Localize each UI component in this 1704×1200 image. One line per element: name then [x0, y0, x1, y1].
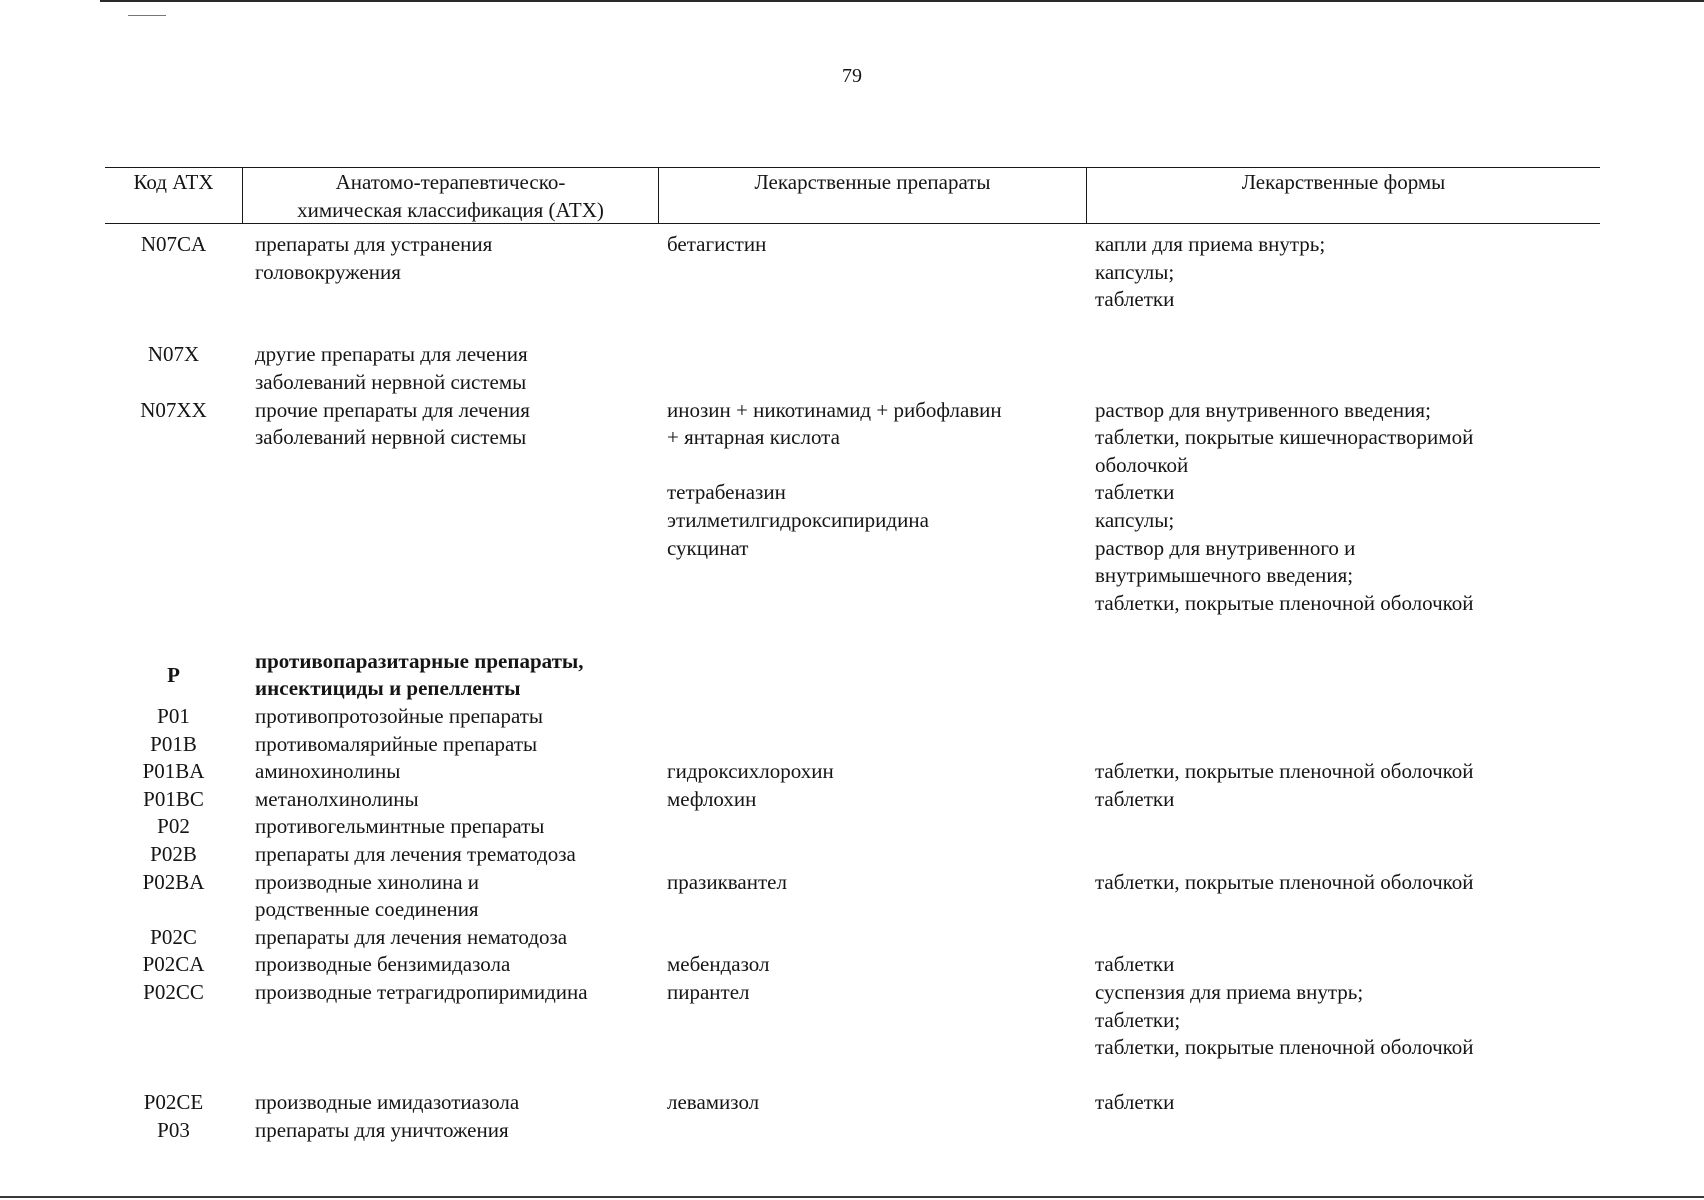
forms-cell-line: таблетки, покрытые кишечнорастворимой — [1095, 425, 1474, 450]
drugs-cell-line: инозин + никотинамид + рибофлавин — [667, 397, 1002, 422]
drugs-cell — [667, 786, 756, 814]
table-body — [105, 224, 1600, 1145]
drugs-cell-line: празиквантел — [667, 869, 787, 894]
drugs-cell-line: сукцинат — [667, 535, 749, 560]
code-cell-line: N07XX — [140, 397, 207, 422]
forms-cell-line: раствор для внутривенного введения; — [1095, 397, 1431, 422]
classification-cell — [255, 869, 479, 924]
forms-cell-line: оболочкой — [1095, 452, 1189, 477]
header-classification — [242, 168, 658, 223]
code-cell-line: N07CA — [140, 232, 207, 256]
code-cell — [105, 841, 242, 869]
code-cell — [105, 758, 242, 786]
classification-cell — [255, 1117, 509, 1145]
code-cell-line: P01BA — [142, 759, 205, 784]
header-forms-label: Лекарственные формы — [1241, 170, 1446, 194]
classification-cell-line: прочие препараты для лечения — [255, 397, 530, 422]
code-cell — [105, 869, 242, 897]
code-cell — [105, 786, 242, 814]
forms-cell-line: капли для приема внутрь; — [1095, 232, 1326, 256]
drugs-cell-line: тетрабеназин — [667, 480, 786, 505]
classification-cell — [255, 924, 567, 952]
classification-cell-line: препараты для уничтожения — [255, 1117, 509, 1142]
forms-cell — [1095, 786, 1174, 814]
code-cell-line: P02C — [150, 924, 197, 949]
header-drugs-label: Лекарственные препараты — [754, 170, 991, 194]
drugs-cell-line: гидроксихлорохин — [667, 759, 834, 784]
code-cell-line: P02BA — [142, 869, 205, 894]
classification-cell-line: метанолхинолины — [255, 786, 419, 811]
classification-cell — [255, 841, 576, 869]
classification-cell — [255, 1089, 519, 1117]
classification-cell — [255, 703, 543, 731]
scan-mark — [128, 15, 166, 16]
drugs-cell-line: бетагистин — [667, 232, 767, 256]
classification-cell-line: препараты для лечения нематодоза — [255, 924, 568, 949]
drugs-cell-line: мебендазол — [667, 952, 770, 977]
forms-cell-line: таблетки, покрытые пленочной оболочкой — [1095, 1035, 1474, 1060]
classification-cell — [255, 951, 510, 979]
code-cell-line: P02B — [150, 841, 197, 866]
forms-cell — [1095, 951, 1174, 979]
drugs-cell — [667, 979, 750, 1007]
header-code-label: Код АТХ — [133, 170, 214, 194]
code-cell-line: P02CC — [143, 979, 204, 1004]
code-cell — [105, 662, 242, 690]
code-cell-line: P02CA — [142, 952, 205, 977]
code-cell — [105, 813, 242, 841]
header-drugs — [658, 168, 1086, 223]
classification-cell-line: аминохинолины — [255, 759, 401, 784]
drugs-cell — [667, 507, 929, 562]
table-header — [105, 167, 1600, 224]
forms-cell-line: таблетки; — [1095, 1007, 1181, 1032]
classification-cell — [255, 731, 537, 759]
drugs-cell — [667, 231, 766, 259]
scan-edge-top — [100, 0, 1704, 2]
header-classification-line2: химическая классификация (АТХ) — [297, 198, 604, 222]
classification-cell-line: производные имидазотиазола — [255, 1090, 520, 1115]
forms-cell — [1095, 397, 1473, 480]
classification-cell-line: производные бензимидазола — [255, 952, 511, 977]
drugs-cell — [667, 869, 787, 897]
forms-cell — [1095, 479, 1174, 507]
page-number: 79 — [842, 65, 862, 87]
classification-cell-line: заболеваний нервной системы — [255, 369, 527, 394]
classification-cell — [255, 397, 530, 452]
forms-cell — [1095, 507, 1474, 617]
code-cell-line: P02CE — [143, 1090, 204, 1115]
drugs-cell — [667, 1089, 759, 1117]
classification-cell-line: производные тетрагидропиримидина — [255, 979, 588, 1004]
classification-cell — [255, 979, 588, 1007]
classification-cell — [255, 231, 492, 286]
forms-cell-line: таблетки, покрытые пленочной оболочкой — [1095, 869, 1474, 894]
forms-cell — [1095, 758, 1474, 786]
forms-cell-line: таблетки, покрытые пленочной оболочкой — [1095, 590, 1474, 615]
classification-cell-line: противопротозойные препараты — [255, 703, 544, 728]
header-classification-line1: Анатомо-терапевтическо- — [335, 170, 566, 194]
code-cell — [105, 703, 242, 731]
code-cell — [105, 1117, 242, 1145]
classification-cell-line: головокружения — [255, 259, 401, 284]
drugs-cell — [667, 397, 1002, 452]
code-cell — [105, 231, 242, 259]
classification-cell-line: родственные соединения — [255, 897, 479, 922]
code-cell-line: P02 — [157, 814, 190, 839]
code-cell — [105, 924, 242, 952]
code-cell-line: N07X — [147, 342, 200, 367]
code-cell-line: P01BC — [143, 786, 204, 811]
forms-cell — [1095, 231, 1325, 314]
classification-cell-line: другие препараты для лечения — [255, 342, 528, 367]
classification-cell-line: заболеваний нервной системы — [255, 425, 527, 450]
scan-edge-bottom — [0, 1196, 1704, 1198]
classification-cell — [255, 758, 400, 786]
classification-cell-line: производные хинолина и — [255, 869, 480, 894]
classification-cell — [255, 648, 584, 703]
drugs-cell-line: + янтарная кислота — [667, 425, 840, 450]
forms-cell-line: капсулы; — [1095, 259, 1175, 284]
classification-cell-line: инсектициды и репелленты — [255, 676, 521, 701]
code-cell — [105, 1089, 242, 1117]
code-cell — [105, 397, 242, 425]
code-cell-line: P03 — [157, 1117, 190, 1142]
classification-cell-line: препараты для лечения трематодоза — [255, 841, 576, 866]
classification-cell — [255, 341, 528, 396]
code-cell — [105, 341, 242, 369]
code-cell-line: P01B — [150, 731, 197, 756]
forms-cell-line: суспензия для приема внутрь; — [1095, 979, 1364, 1004]
code-cell — [105, 951, 242, 979]
forms-cell-line: внутримышечного введения; — [1095, 563, 1354, 588]
code-cell-line: P01 — [157, 703, 190, 728]
forms-cell-line: таблетки — [1095, 480, 1175, 505]
forms-cell-line: таблетки — [1095, 952, 1175, 977]
forms-cell — [1095, 1089, 1174, 1117]
drugs-cell — [667, 951, 769, 979]
drugs-cell — [667, 758, 834, 786]
drugs-cell-line: мефлохин — [667, 786, 757, 811]
drugs-cell-line: левамизол — [667, 1090, 760, 1115]
forms-cell-line: раствор для внутривенного и — [1095, 535, 1356, 560]
forms-cell — [1095, 979, 1474, 1062]
code-cell — [105, 979, 242, 1007]
classification-cell-line: противомалярийные препараты — [255, 731, 538, 756]
drugs-cell — [667, 479, 786, 507]
classification-cell-line: противогельминтные препараты — [255, 814, 545, 839]
classification-cell-line: противопаразитарные препараты, — [255, 648, 584, 673]
classification-cell — [255, 813, 544, 841]
drugs-cell-line: пирантел — [667, 979, 750, 1004]
forms-cell-line: таблетки — [1095, 1090, 1175, 1115]
classification-cell-line: препараты для устранения — [255, 232, 493, 256]
code-cell-line: P — [167, 662, 180, 687]
code-cell — [105, 731, 242, 759]
atc-table — [105, 167, 1600, 1145]
forms-cell — [1095, 869, 1474, 897]
drugs-cell-line: этилметилгидроксипиридина — [667, 508, 929, 532]
forms-cell-line: таблетки — [1095, 287, 1175, 312]
forms-cell-line: таблетки, покрытые пленочной оболочкой — [1095, 759, 1474, 784]
forms-cell-line: капсулы; — [1095, 508, 1175, 532]
header-code — [105, 168, 242, 223]
header-forms — [1086, 168, 1600, 223]
classification-cell — [255, 786, 419, 814]
forms-cell-line: таблетки — [1095, 786, 1175, 811]
